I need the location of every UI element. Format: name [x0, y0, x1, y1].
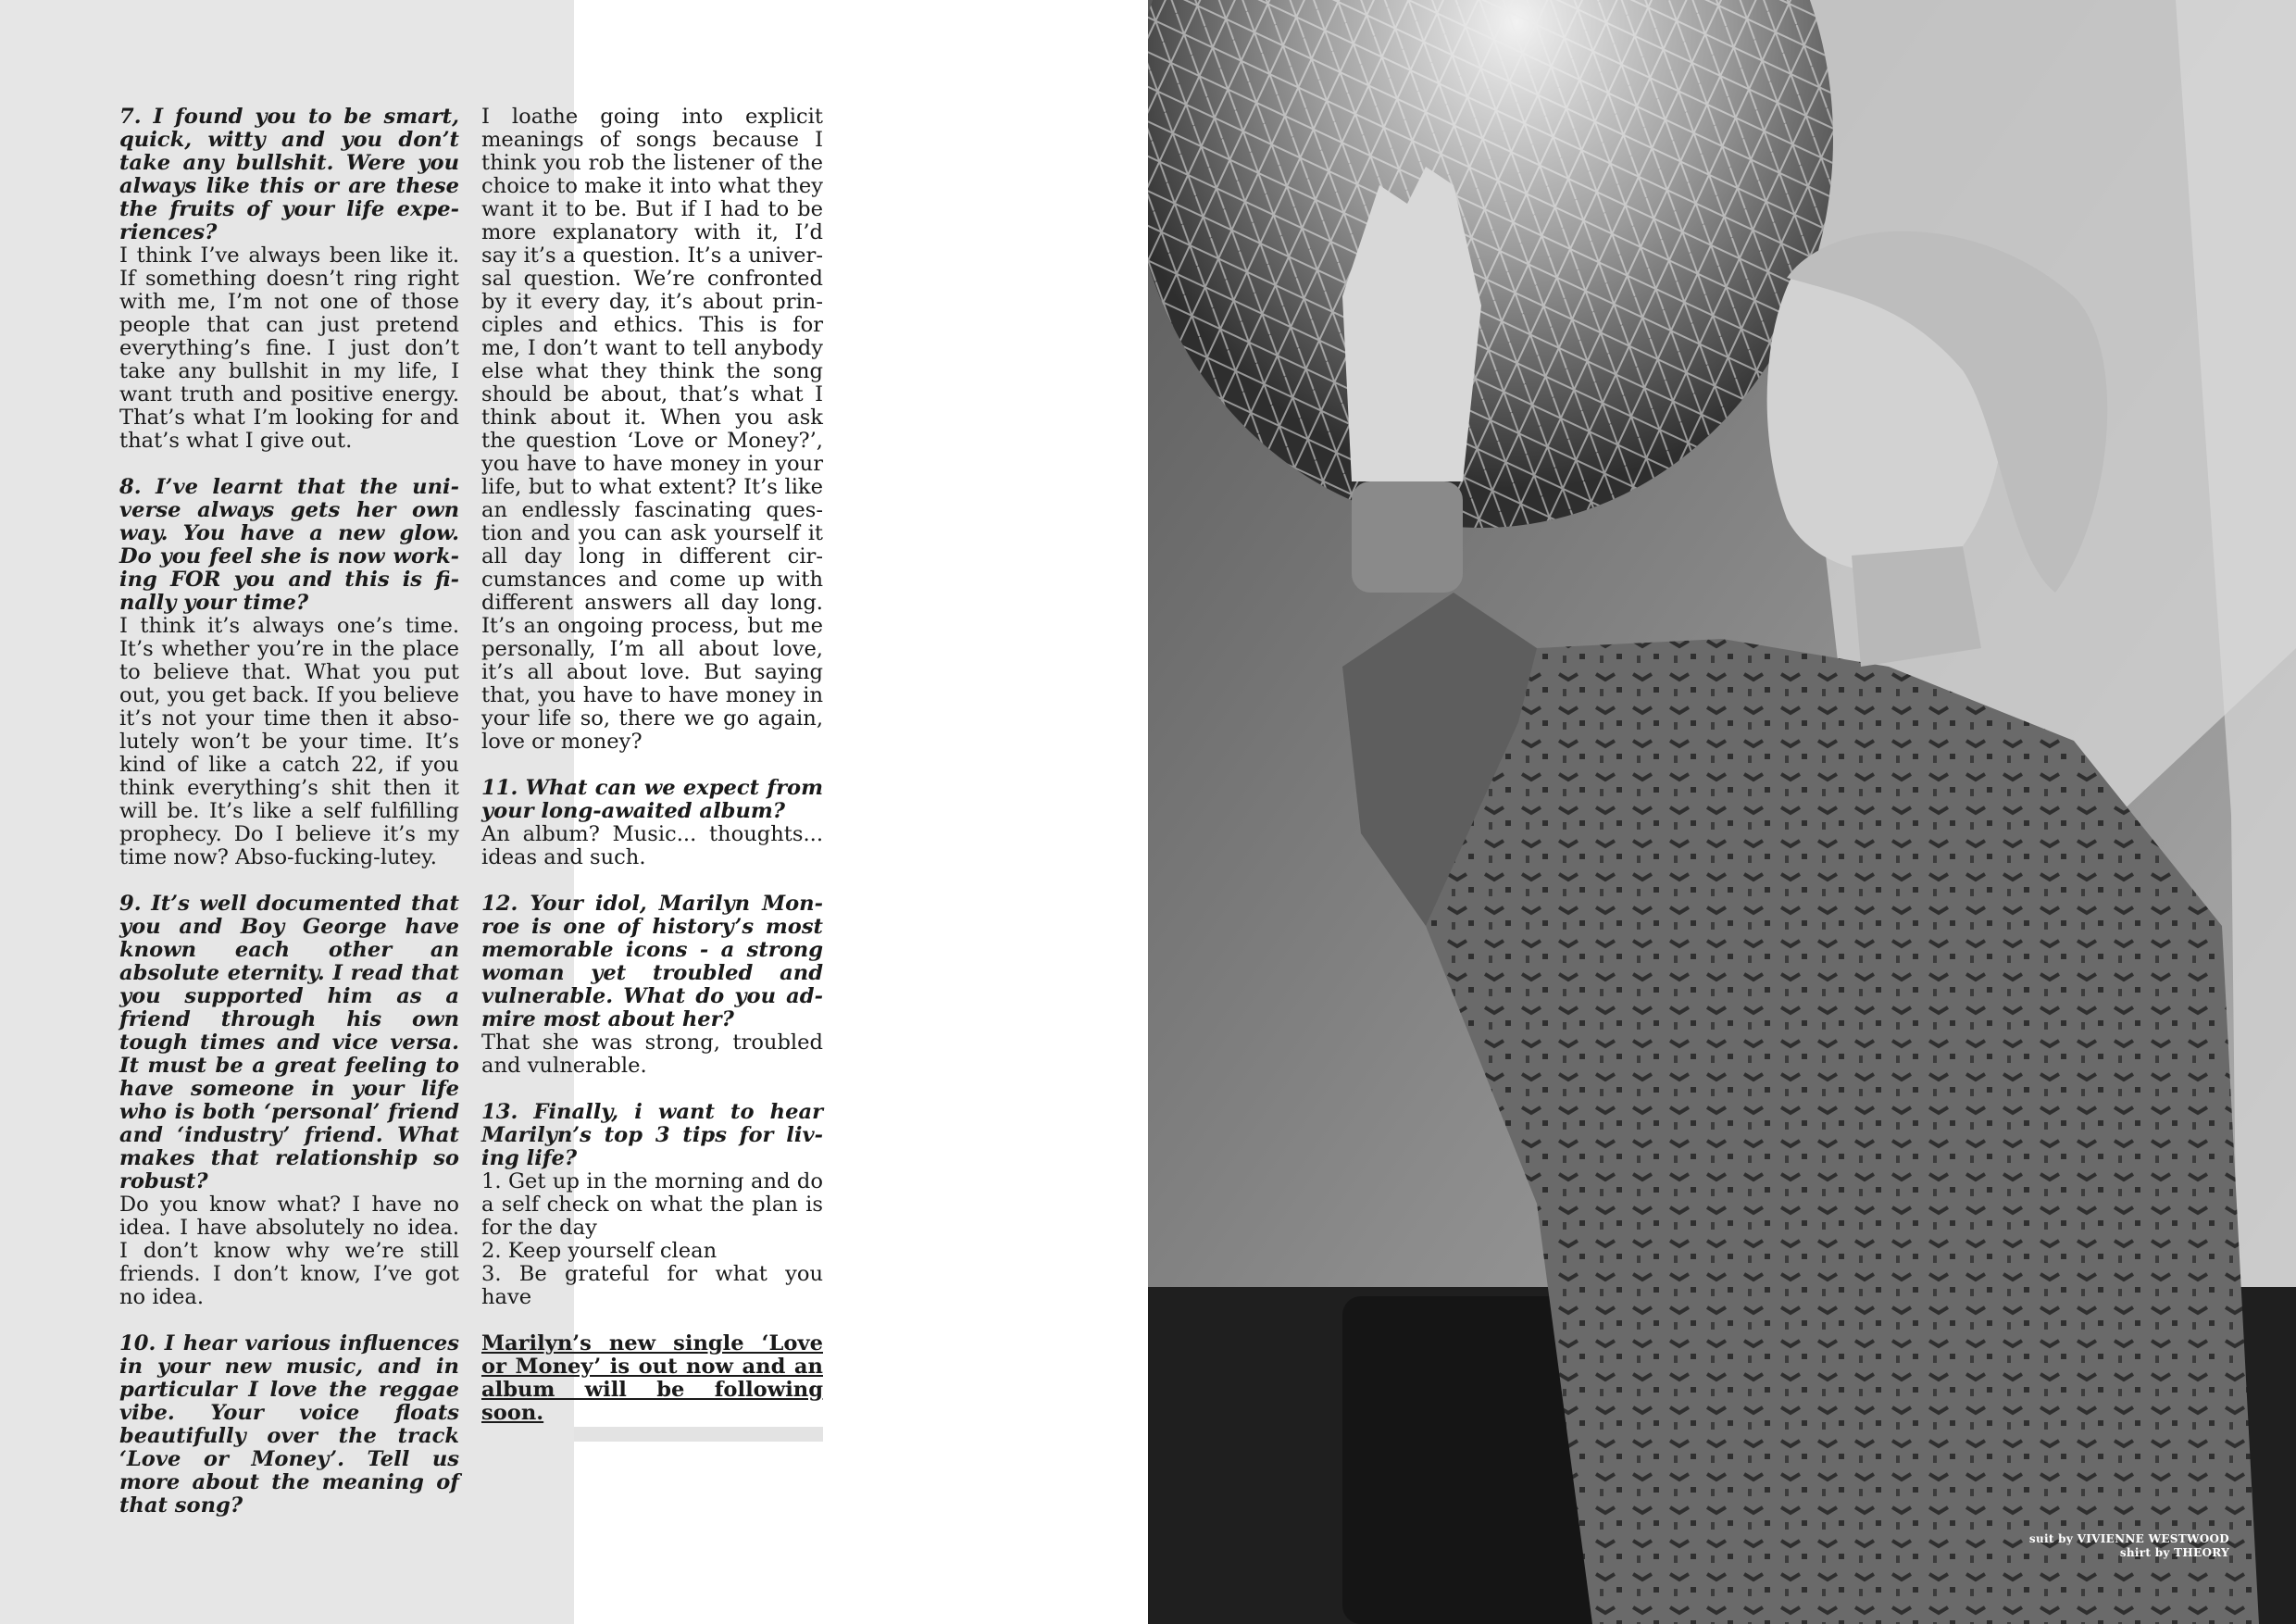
portrait-photo	[1148, 0, 2296, 1624]
interview-column-2	[481, 106, 823, 1425]
answer-11: An album? Music... thoughts... ideas and such.	[481, 822, 823, 869]
qa-block-8	[119, 476, 459, 869]
answer-12: That she was strong, troubled and vulnerable.	[481, 1031, 823, 1078]
qa-block-10	[119, 1332, 459, 1518]
question-10: 10. I hear various influences in your new music, and in particular I love the reggae vibe. Your voice floats beautifully over the track ‘Love or Money’. Tell us more about the meaning of that song?	[119, 1331, 459, 1518]
question-8: 8. I’ve learnt that the universe always gets her own way. You have a new glow. Do you feel she is now working FOR you and this is finally your time?	[119, 475, 459, 615]
question-9: 9. It’s well documented that you and Boy George have known each other an absolute eternity. I read that you supported him as a friend through his own tough times and vice versa. It must be a great feeling to have someone in your life who is both ‘personal’ friend and ‘industry’ friend. What makes that relationship so robust?	[119, 892, 459, 1193]
qa-block-11	[481, 777, 823, 869]
credit-suit: suit by VIVIENNE WESTWOOD	[2028, 1532, 2229, 1545]
neck	[1852, 546, 1981, 667]
fashion-credits	[2029, 1532, 2229, 1560]
answer-9: Do you know what? I have no idea. I have absolutely no idea. I don’t know why we’re still friends. I don’t know, I’ve got no idea.	[119, 1193, 459, 1309]
question-11: 11. What can we expect from your long-awaited album?	[481, 776, 823, 823]
answer-7: I think I’ve always been like it. If something doesn’t ring right with me, I’m not one of those people that can just pretend everything’s fine. I just don’t take any bullshit in my life, I want truth and positive energy. That’s what I’m looking for and that’s what I give out.	[119, 244, 459, 453]
qa-block-13	[481, 1101, 823, 1309]
answer-block-10	[481, 106, 823, 754]
answer-8: I think it’s always one’s time. It’s whether you’re in the place to believe that. What you put out, you get back. If you believe it’s not your time then it absolutely won’t be your time. It’s kind of like a catch 22, if you think everything’s shit then it will be. It’s like a self fulfilling prophecy. Do I believe it’s my time now? Abso-fucking-lutey.	[119, 614, 459, 869]
qa-block-12	[481, 893, 823, 1078]
shirt-cuff	[1352, 481, 1463, 593]
closing-note: Marilyn’s new single ‘Love or Money’ is out now and an album will be following soon.	[481, 1331, 823, 1425]
column-end-bar	[574, 1427, 823, 1442]
answer-13: 1. Get up in the morning and do a self check on what the plan is for the day 2. Keep yourself clean 3. Be grateful for what you have	[481, 1169, 823, 1309]
question-12: 12. Your idol, Marilyn Monroe is one of history’s most memorable icons - a strong woman yet troubled and vulnerable. What do you admire most about her?	[481, 892, 823, 1031]
interview-column-1	[119, 106, 459, 1541]
question-13: 13. Finally, i want to hear Marilyn’s top 3 tips for living life?	[481, 1100, 823, 1170]
credit-shirt: shirt by THEORY	[2119, 1546, 2229, 1559]
answer-10: I loathe going into explicit meanings of songs because I think you rob the listener of the choice to make it into what they want it to be. But if I had to be more explanatory with it, I’d say it’s a question. It’s a universal question. We’re confronted by it every day, it’s about principles and ethics. This is for me, I don’t want to tell anybody else what they think the song should be about, that’s what I think about it. When you ask the question ‘Love or Money?’, you have to have money in your life, but to what extent? It’s like an endlessly fascinating question and you can ask yourself it all day long in different circumstances and come up with different answers all day long. It’s an ongoing process, but me personally, I’m all about love, it’s all about love. But saying that, you have to have money in your life so, there we go again, love or money?	[481, 105, 823, 754]
qa-block-9	[119, 893, 459, 1309]
qa-block-7	[119, 106, 459, 453]
question-7: 7. I found you to be smart, quick, witty and you don’t take any bullshit. Were you always like this or are these the fruits of your life experiences?	[119, 105, 459, 244]
